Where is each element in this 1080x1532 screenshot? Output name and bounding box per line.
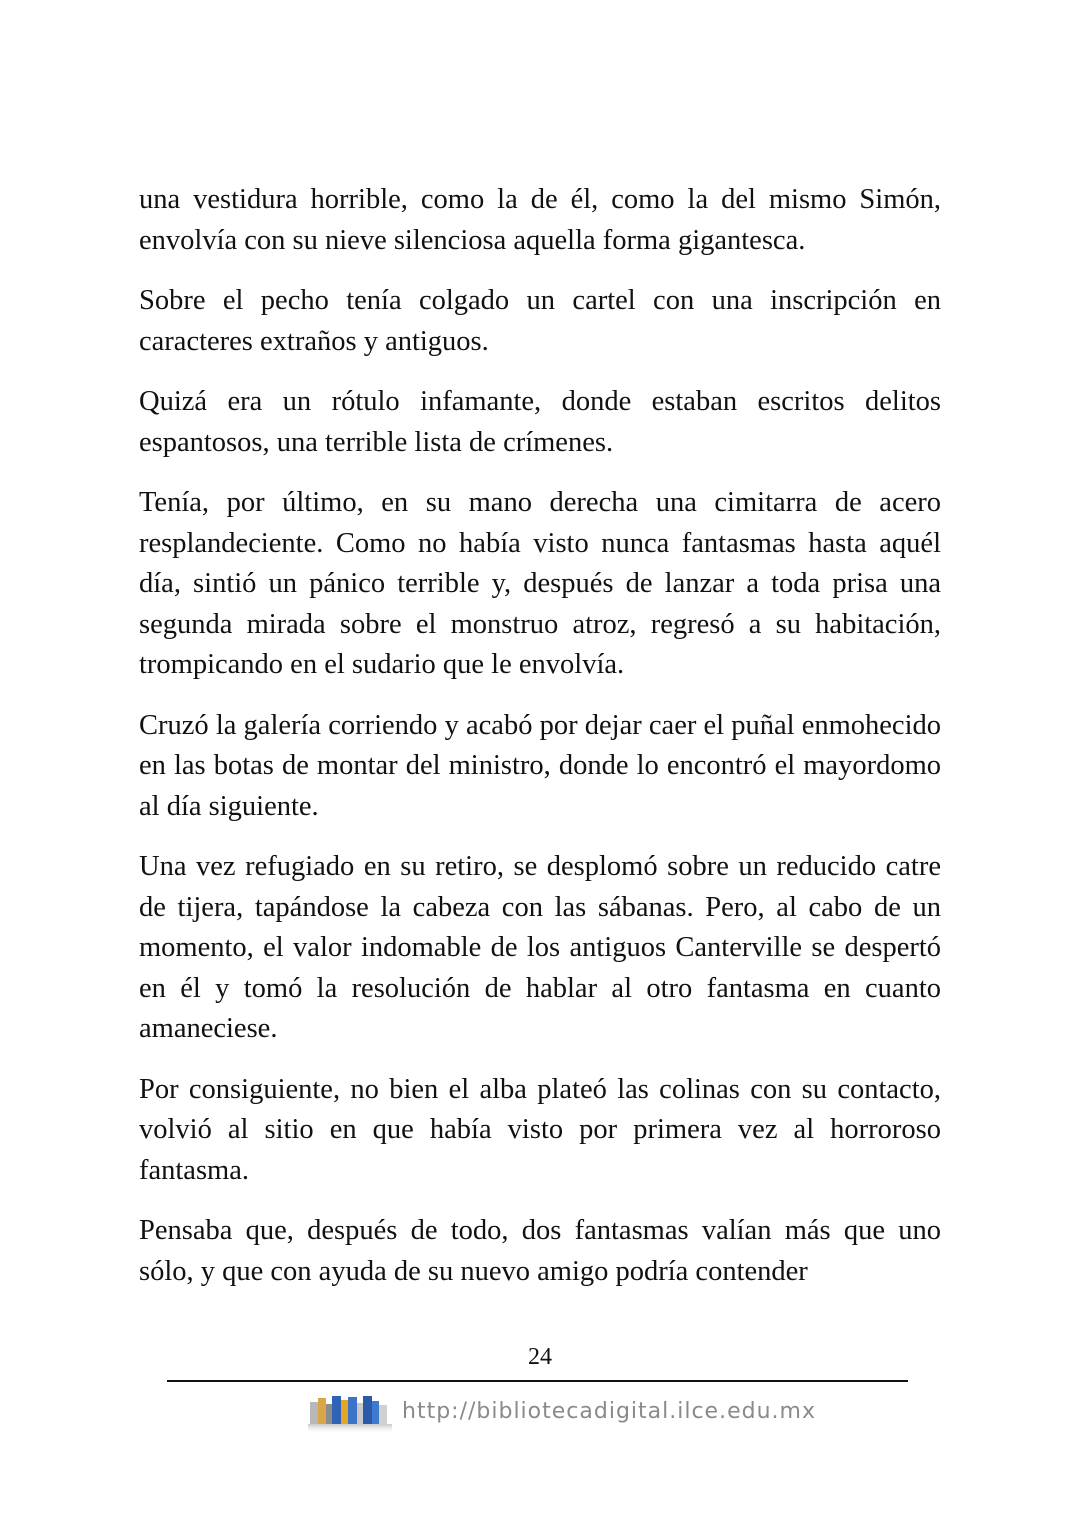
paragraph: Por consiguiente, no bien el alba plateó las colinas con su contacto, volvió al sitio en que había visto por primera vez al horroroso fantasma.	[139, 1073, 941, 1186]
paragraph: Quizá era un rótulo infamante, donde estaban escritos delitos espantosos, una terrible lista de crímenes.	[139, 386, 941, 458]
page-number: 24	[528, 1344, 552, 1370]
footer-divider	[167, 1380, 908, 1382]
paragraph: Tenía, por último, en su mano derecha una cimitarra de acero resplandeciente. Como no había visto nunca fantasmas hasta aquél día, sintió un pánico terrible y, después de lanzar a toda prisa una segunda mirada sobre el monstruo atroz, regresó a su habitación, trompicando en el sudario que le envolvía.	[139, 487, 941, 680]
page-body	[139, 180, 941, 1312]
paragraph: Una vez refugiado en su retiro, se desplomó sobre un reducido catre de tijera, tapándose la cabeza con las sábanas. Pero, al cabo de un momento, el valor indomable de los antiguos Canterville se despertó en él y tomó la resolución de hablar al otro fantasma en cuanto amaneciese.	[139, 851, 941, 1044]
paragraph: Cruzó la galería corriendo y acabó por dejar caer el puñal enmohecido en las botas de montar del ministro, donde lo encontró el mayordomo al día siguiente.	[139, 709, 941, 822]
books-logo-icon	[306, 1393, 394, 1435]
paragraph: Sobre el pecho tenía colgado un cartel con una inscripción en caracteres extraños y antiguos.	[139, 285, 941, 357]
footer-url-link[interactable]: http://bibliotecadigital.ilce.edu.mx	[402, 1399, 816, 1424]
paragraph: una vestidura horrible, como la de él, como la del mismo Simón, envolvía con su nieve silenciosa aquella forma gigantesca.	[139, 184, 941, 256]
paragraph: Pensaba que, después de todo, dos fantasmas valían más que uno sólo, y que con ayuda de su nuevo amigo podría contender	[139, 1215, 941, 1287]
